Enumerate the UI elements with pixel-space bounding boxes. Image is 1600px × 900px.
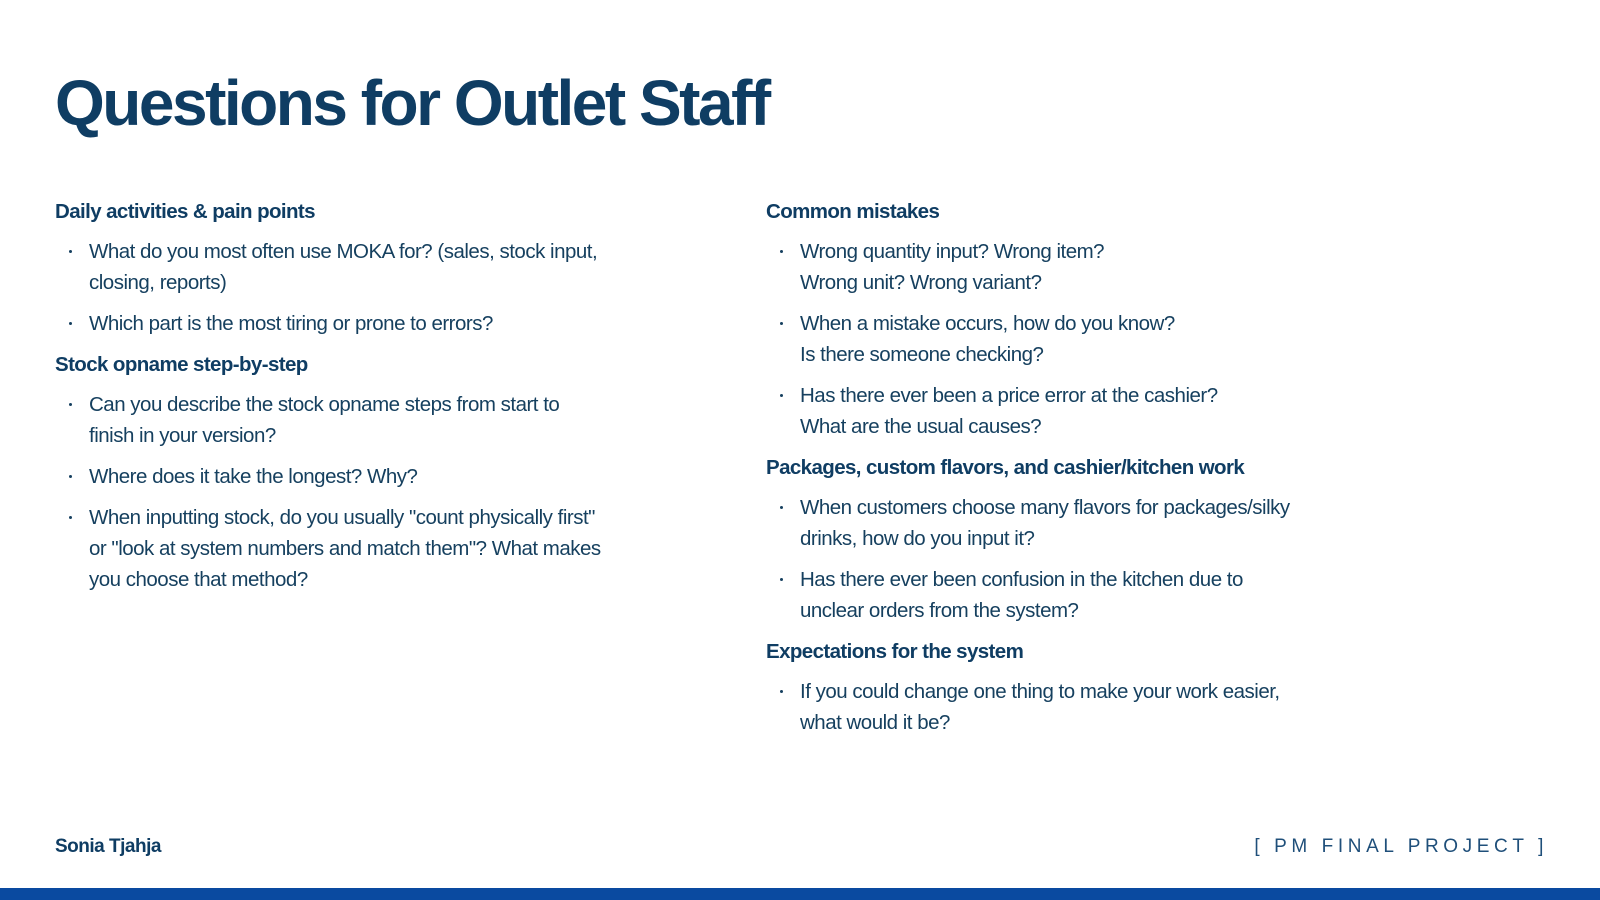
question-text-line: closing, reports) [89,271,227,294]
question-item [766,564,1366,626]
bullet-dot-icon [780,250,783,253]
question-text-line: Has there ever been a price error at the cashier? [800,384,1218,407]
question-section [55,196,675,339]
question-text-line: Wrong unit? Wrong variant? [800,271,1042,294]
question-item [55,308,675,339]
question-item [55,502,675,595]
question-text-line: what would it be? [800,711,950,734]
section-heading: Stock opname step-by-step [55,353,308,376]
question-list [766,492,1366,626]
bullet-dot-icon [780,578,783,581]
question-text-line: If you could change one thing to make your work easier, [800,680,1280,703]
bullet-dot-icon [780,322,783,325]
right-column [766,196,1366,748]
bullet-dot-icon [69,516,72,519]
question-text-line: unclear orders from the system? [800,599,1079,622]
left-column [55,196,675,605]
question-item [766,492,1366,554]
section-heading: Expectations for the system [766,640,1024,663]
question-item [55,236,675,298]
section-heading: Daily activities & pain points [55,200,315,223]
question-item [766,308,1366,370]
bullet-dot-icon [780,506,783,509]
section-heading: Packages, custom flavors, and cashier/kitchen work [766,456,1245,479]
question-text-line: What are the usual causes? [800,415,1042,438]
question-section [766,636,1366,738]
bullet-dot-icon [69,403,72,406]
question-text-line: Can you describe the stock opname steps from start to [89,393,560,416]
question-text-line: When customers choose many flavors for packages/silky [800,496,1290,519]
question-list [766,236,1366,442]
bullet-dot-icon [69,250,72,253]
question-list [55,236,675,339]
question-text-line: drinks, how do you input it? [800,527,1035,550]
question-text-line: Wrong quantity input? Wrong item? [800,240,1105,263]
question-text-line: Is there someone checking? [800,343,1044,366]
slide-title: Questions for Outlet Staff [55,67,769,139]
bullet-dot-icon [780,690,783,693]
question-text-line: or "look at system numbers and match them"? What makes [89,537,601,560]
bullet-dot-icon [69,475,72,478]
bullet-dot-icon [780,394,783,397]
question-section [766,452,1366,626]
question-text-line: What do you most often use MOKA for? (sales, stock input, [89,240,598,263]
question-item [766,676,1366,738]
question-item [766,380,1366,442]
question-item [55,389,675,451]
project-tag: [ PM FINAL PROJECT ] [1254,836,1548,857]
question-section [766,196,1366,442]
question-item [55,461,675,492]
section-heading: Common mistakes [766,200,940,223]
question-text-line: Which part is the most tiring or prone to errors? [89,312,493,335]
question-text-line: Where does it take the longest? Why? [89,465,418,488]
question-text-line: finish in your version? [89,424,276,447]
question-item [766,236,1366,298]
bullet-dot-icon [69,322,72,325]
question-list [766,676,1366,738]
question-list [55,389,675,595]
question-text-line: you choose that method? [89,568,308,591]
question-text-line: When inputting stock, do you usually "count physically first" [89,506,595,529]
question-section [55,349,675,595]
question-text-line: Has there ever been confusion in the kitchen due to [800,568,1243,591]
bottom-accent-bar [0,888,1600,900]
question-text-line: When a mistake occurs, how do you know? [800,312,1175,335]
author-name: Sonia Tjahja [55,836,161,857]
